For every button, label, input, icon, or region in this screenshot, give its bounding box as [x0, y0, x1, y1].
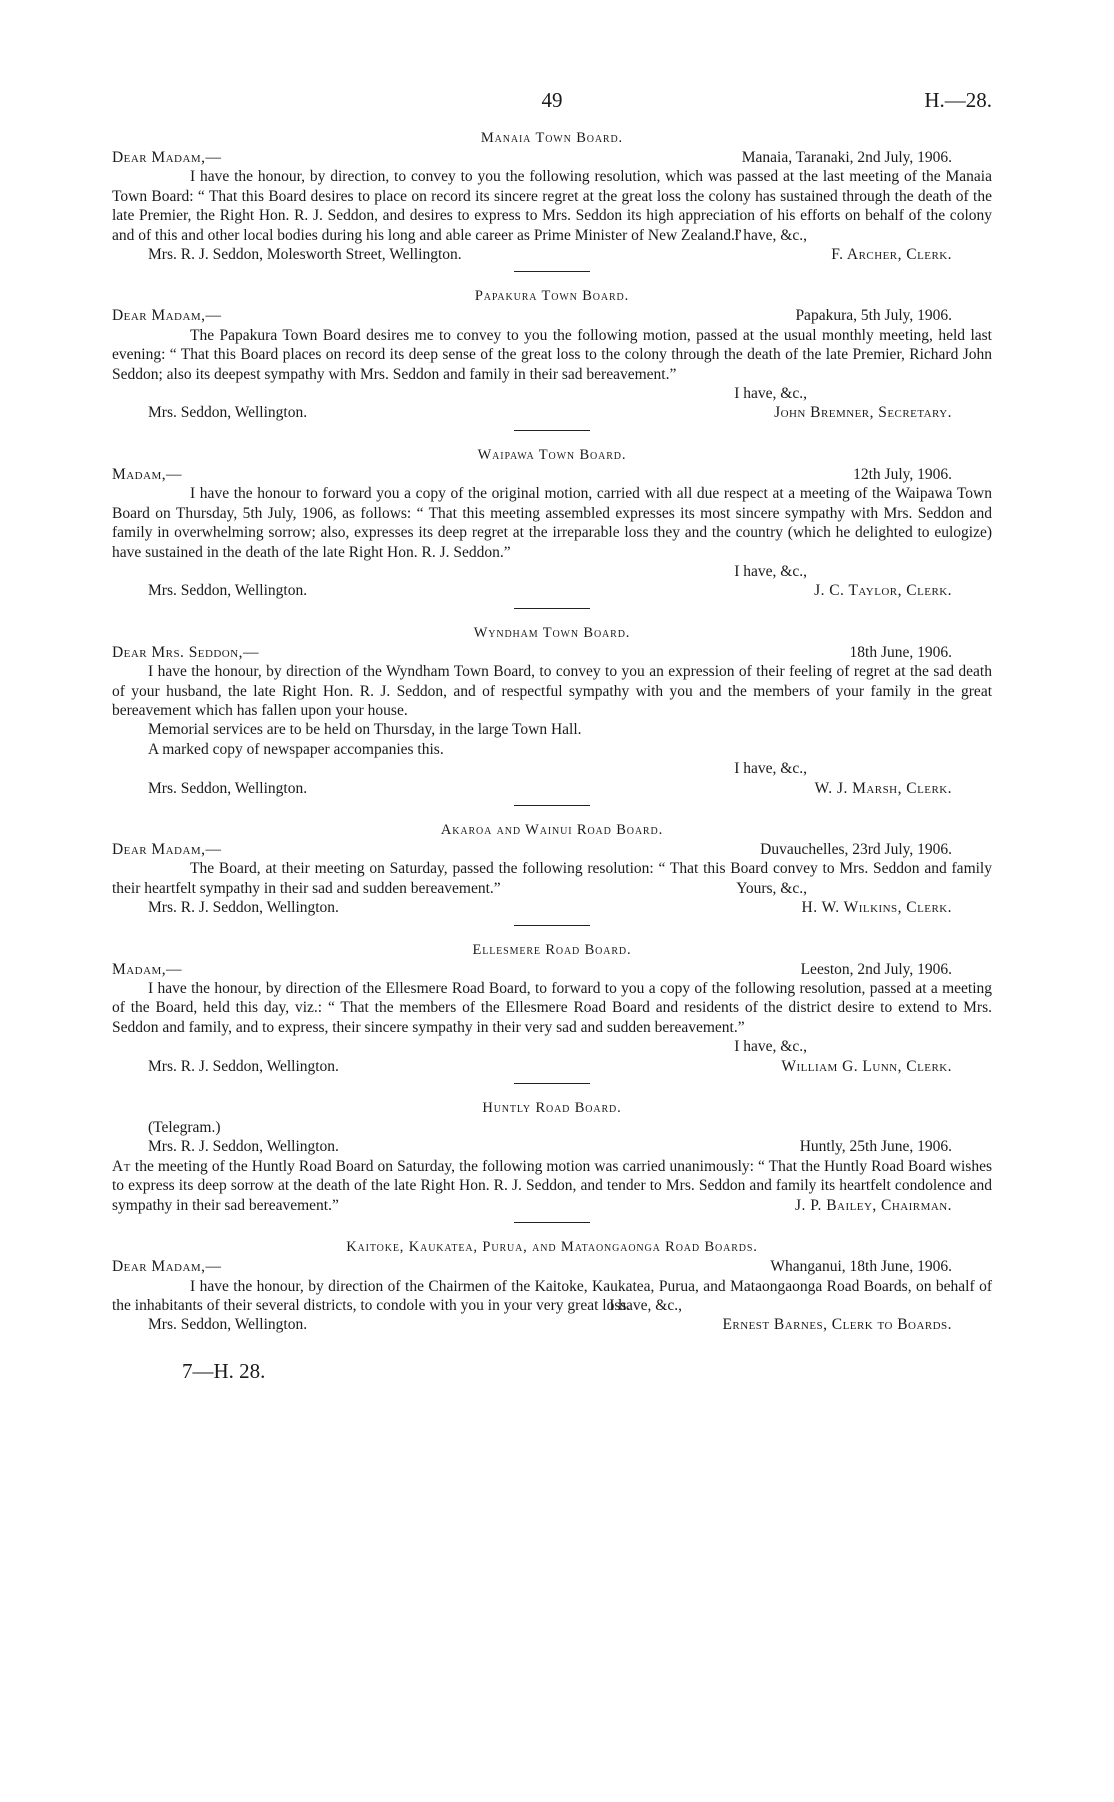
closing-phrase: I have, &c., [609, 1296, 682, 1314]
signature: Ernest Barnes, Clerk to Boards. [722, 1316, 952, 1334]
closing-phrase: Yours, &c., [736, 879, 807, 897]
addressee: Mrs. Seddon, Wellington. [148, 779, 308, 797]
addressee: Mrs. Seddon, Wellington. [148, 404, 308, 422]
letter-papakura [112, 286, 992, 430]
section-divider [514, 1083, 590, 1084]
addressee: Mrs. Seddon, Wellington. [148, 582, 308, 600]
closing-phrase: I have, &c., [734, 760, 807, 778]
letter-manaia [112, 128, 992, 272]
addressee: Mrs. R. J. Seddon, Molesworth Street, Wellington. [148, 246, 462, 264]
letter-body-extra: A marked copy of newspaper accompanies this. [148, 740, 444, 758]
letter-body: I have the honour, by direction of the Ellesmere Road Board, to forward to you a copy of the following resolution, passed at a meeting of the Board, held this day, viz.: “ That the members of the Ellesmere Road Board and residents of the district desire to extend to Mrs. Seddon and family, and to express, their sincere sympathy in their very sad and sudden bereavement.” [112, 980, 992, 1036]
place-date: Whanganui, 18th June, 1906. [770, 1258, 952, 1276]
section-divider [514, 608, 590, 609]
letter-waipawa [112, 445, 992, 609]
letter-body-extra: Memorial services are to be held on Thursday, in the large Town Hall. [148, 721, 582, 739]
salutation: Madam,— [112, 465, 183, 483]
letter-body: I have the honour, by direction, to convey to you the following resolution, which was passed at the last meeting of the Manaia Town Board: “ That this Board desires to place on record its sincere regret at the great loss the colony has sustained through the death of the late Premier, the Right Hon. R. J. Seddon, and desires to express to Mrs. Seddon its high appreciation of his efforts on behalf of the colony and of this and other local bodies during his long and able career as Prime Minister of New Zealand.” [112, 168, 992, 244]
place-date: 18th June, 1906. [849, 643, 952, 661]
signature: W. J. Marsh, Clerk. [814, 779, 952, 797]
salutation: Dear Mrs. Seddon,— [112, 643, 259, 661]
page-footer: 7—H. 28. [182, 1358, 266, 1383]
letter-title: Huntly Road Board. [482, 1100, 622, 1117]
signature: F. Archer, Clerk. [831, 246, 952, 264]
place-date: Duvauchelles, 23rd July, 1906. [760, 840, 952, 858]
letter-wyndham [112, 623, 992, 806]
page-header [112, 88, 992, 128]
paper-code: H.—28. [924, 88, 992, 112]
letter-title: Wyndham Town Board. [473, 624, 631, 641]
body-lead: At [112, 1157, 131, 1175]
salutation: Dear Madam,— [112, 1258, 222, 1276]
place-date: Huntly, 25th June, 1906. [799, 1138, 952, 1156]
letter-title: Kaitoke, Kaukatea, Purua, and Mataongaonga Road Boards. [346, 1239, 758, 1256]
letter-body: I have the honour to forward you a copy of the original motion, carried with all due respect at a meeting of the Waipawa Town Board on Thursday, 5th July, 1906, as follows: “ That this meeting assembled expresses its most sincere sympathy with Mrs. Seddon and family in overwhelming sorrow; also, expresses its deep regret at the irreparable loss they and the country (which he delighted to eulogize) have sustained in the death of the late Right Hon. R. J. Seddon.” [112, 485, 992, 561]
telegram-label: (Telegram.) [148, 1119, 221, 1137]
addressee: Mrs. Seddon, Wellington. [148, 1316, 308, 1334]
page-number: 49 [541, 88, 563, 112]
closing-phrase: I have, &c., [734, 562, 807, 580]
addressee: Mrs. R. J. Seddon, Wellington. [148, 1057, 339, 1075]
salutation: Madam,— [112, 960, 183, 978]
closing-phrase: I have, &c., [734, 1038, 807, 1056]
place-date: Papakura, 5th July, 1906. [795, 307, 952, 325]
place-date: Leeston, 2nd July, 1906. [800, 960, 952, 978]
signature: J. C. Taylor, Clerk. [814, 582, 952, 600]
section-divider [514, 271, 590, 272]
letter-body: The Board, at their meeting on Saturday, passed the following resolution: “ That this Board convey to Mrs. Seddon and family their heartfelt sympathy in their sad and sudden bereavement.” [112, 860, 992, 897]
letter-kaitoke [112, 1237, 992, 1335]
document-page [112, 0, 992, 1384]
addressee: Mrs. R. J. Seddon, Wellington. [148, 1138, 339, 1156]
letter-huntly [112, 1098, 992, 1223]
body-text: the meeting of the Huntly Road Board on Saturday, the following motion was carried unanimously: “ That the Huntly Road Board wishes to express its deep sorrow at the death of the late Right Hon. R. J. Seddon, and tender to Mrs. Seddon and family its heartfelt condolence and sympathy in their sad bereavement.” [112, 1157, 993, 1214]
letter-title: Waipawa Town Board. [477, 446, 627, 463]
letter-ellesmere [112, 940, 992, 1084]
letter-body: I have the honour, by direction of the Wyndham Town Board, to convey to you an expression of their feeling of regret at the sad death of your husband, the late Right Hon. R. J. Seddon, and of respectful sympathy with you and the members of your family in the great bereavement which has fallen upon your house. [112, 663, 992, 719]
signature: William G. Lunn, Clerk. [781, 1057, 952, 1075]
letter-title: Ellesmere Road Board. [472, 941, 632, 958]
letter-title: Papakura Town Board. [474, 288, 630, 305]
place-date: Manaia, Taranaki, 2nd July, 1906. [741, 149, 952, 166]
salutation: Dear Madam,— [112, 149, 222, 166]
section-divider [514, 925, 590, 926]
signature: J. P. Bailey, Chairman. [795, 1196, 952, 1214]
salutation: Dear Madam,— [112, 840, 222, 858]
addressee: Mrs. R. J. Seddon, Wellington. [148, 899, 339, 917]
letter-akaroa [112, 820, 992, 926]
letter-title: Manaia Town Board. [480, 130, 624, 146]
signature: John Bremner, Secretary. [774, 404, 952, 422]
section-divider [514, 430, 590, 431]
place-date: 12th July, 1906. [853, 465, 952, 483]
salutation: Dear Madam,— [112, 307, 222, 325]
letter-body: I have the honour, by direction of the Chairmen of the Kaitoke, Kaukatea, Purua, and Mataongaonga Road Boards, on behalf of the inhabitants of their several districts, to condole with you in your very great loss. [112, 1277, 992, 1314]
section-divider [514, 1222, 590, 1223]
letter-title: Akaroa and Wainui Road Board. [440, 821, 664, 838]
signature: H. W. Wilkins, Clerk. [801, 899, 952, 917]
section-divider [514, 805, 590, 806]
letter-body: The Papakura Town Board desires me to convey to you the following motion, passed at the usual monthly meeting, held last evening: “ That this Board places on record its deep sense of the great loss to the colony through the death of the late Premier, Richard John Seddon; also its deepest sympathy with Mrs. Seddon and family in their sad bereavement.” [112, 326, 992, 383]
closing-phrase: I have, &c., [734, 226, 807, 244]
closing-phrase: I have, &c., [734, 385, 807, 403]
